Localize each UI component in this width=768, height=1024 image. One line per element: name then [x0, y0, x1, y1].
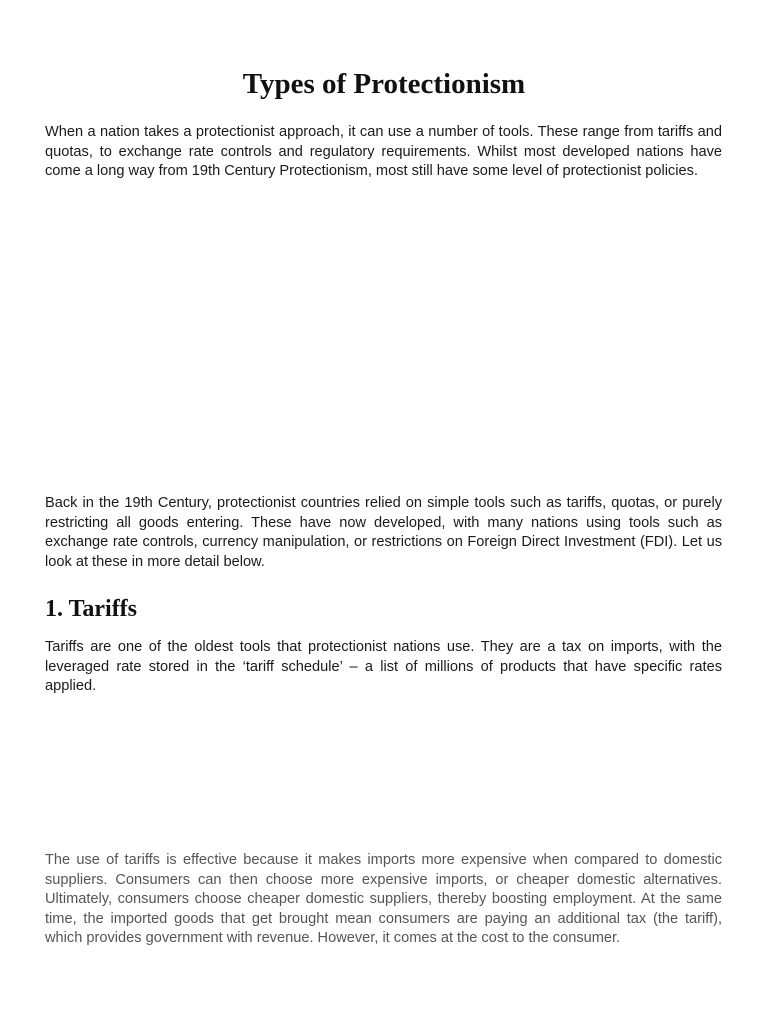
tariffs-effect-paragraph: The use of tariffs is effective because it makes imports more expensive when compared to domestic suppliers. Consumers can then choose more expensive imports, or cheaper domestic alternatives. Ultimately, consumers choose cheaper domestic suppliers, thereby boosting employment. At the same time, the imported goods that get brought mean consumers are paying an additional tax (the tariff), which provides government with revenue. However, it comes at the cost to the consumer. [45, 852, 722, 947]
history-paragraph: Back in the 19th Century, protectionist countries relied on simple tools such as tariffs, quotas, or purely restricting all goods entering. These have now developed, with many nations using tools such as exchange rate controls, currency manipulation, or restrictions on Foreign Direct Investment (FDI). Let us look at these in more detail below. [45, 495, 722, 570]
page-title: Types of Protectionism [242, 68, 526, 100]
tariffs-definition-paragraph: Tariffs are one of the oldest tools that protectionist nations use. They are a tax on imports, with the leveraged rate stored in the ‘tariff schedule’ – a list of millions of products that have specific rates applied. [45, 639, 722, 695]
section-heading-tariffs: 1. Tariffs [45, 596, 138, 622]
intro-paragraph: When a nation takes a protectionist approach, it can use a number of tools. These range from tariffs and quotas, to exchange rate controls and regulatory requirements. Whilst most developed nations have come a long way from 19th Century Protectionism, most still have some level of protectionist policies. [45, 124, 722, 180]
